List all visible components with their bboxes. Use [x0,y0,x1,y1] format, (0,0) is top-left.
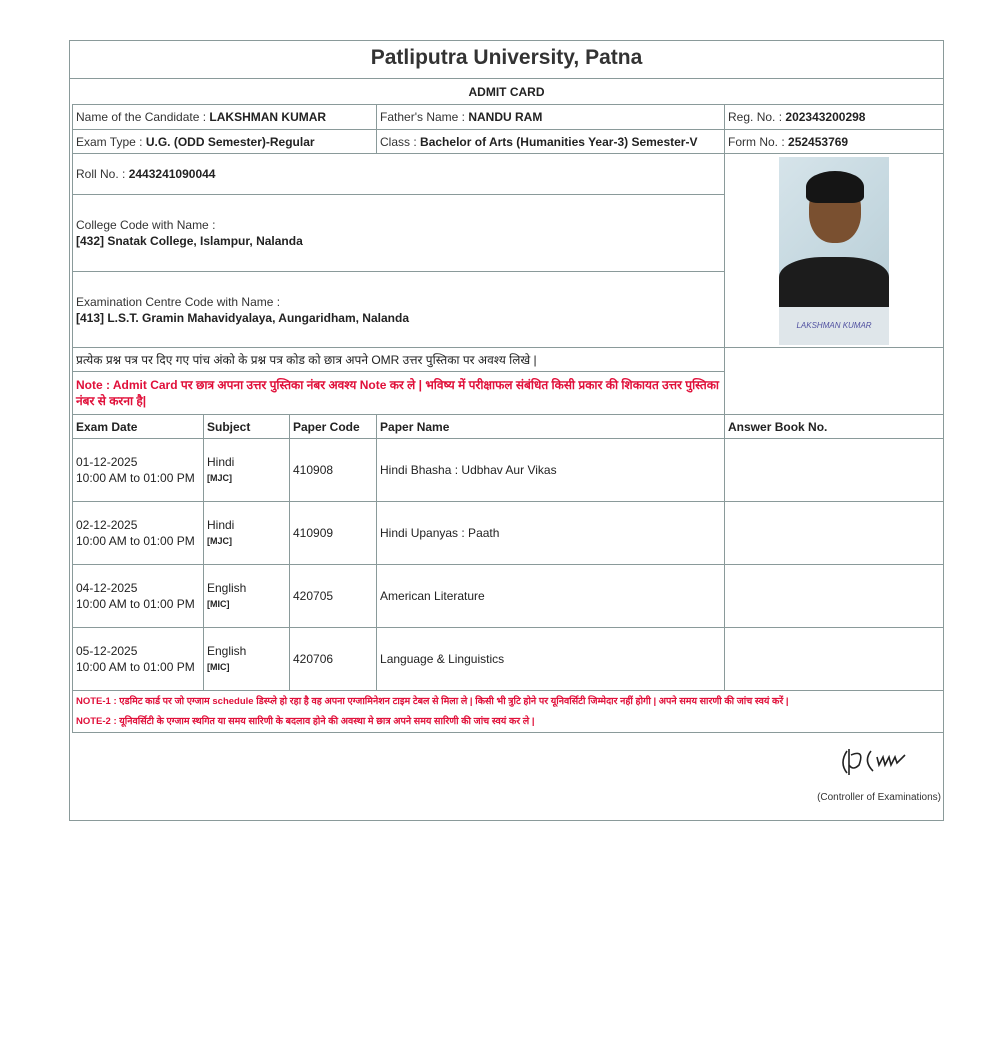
empty-cell [725,348,944,415]
exam-time: 10:00 AM to 01:00 PM [76,660,195,674]
candidate-name: LAKSHMAN KUMAR [209,110,327,124]
paper-name: Hindi Upanyas : Paath [377,502,725,565]
header-paper-code: Paper Code [293,419,360,434]
exam-type: U.G. (ODD Semester)-Regular [145,134,315,149]
paper-name: Language & Linguistics [377,628,725,691]
schedule-row [73,502,944,565]
paper-code: 420706 [290,628,377,691]
paper-code: 410908 [290,439,377,502]
exam-time: 10:00 AM to 01:00 PM [76,597,195,611]
controller-label: (Controller of Examinations) [817,792,941,803]
exam-date: 02-12-2025 [76,518,138,532]
paper-type: [MIC] [207,599,230,609]
paper-name: American Literature [377,565,725,628]
exam-date: 04-12-2025 [76,581,138,595]
subject: English [207,644,247,658]
name-label: Name of the Candidate : [76,110,207,124]
exam-time: 10:00 AM to 01:00 PM [76,471,195,485]
name-row [73,105,944,130]
class-label: Class : [380,134,417,149]
paper-name: Hindi Bhasha : Udbhav Aur Vikas [377,439,725,502]
college-label: College Code with Name : [76,218,216,232]
exam-type-row [73,130,944,154]
subject: English [207,581,247,595]
form-no: 252453769 [788,134,849,149]
subject: Hindi [207,518,235,532]
paper-type: [MJC] [207,473,232,483]
header-paper-name: Paper Name [380,419,450,434]
controller-signature [835,741,935,781]
answer-book-no [725,439,944,502]
note-2: NOTE-2 : यूनिवर्सिटी के एग्जाम स्थगित या समय सारिणी के बदलाव होने की अवस्था मे छात्र अपने समय सारिणी की जांच स्वयं कर ले | [76,715,535,727]
university-title: Patliputra University, Patna [70,41,943,79]
roll-row [73,154,944,195]
roll-label: Roll No. : [76,167,126,181]
father-name: NANDU RAM [468,110,543,124]
exam-centre: [413] L.S.T. Gramin Mahavidyalaya, Aungaridham, Nalanda [76,310,409,325]
candidate-photo [779,157,889,345]
paper-type: [MJC] [207,536,232,546]
paper-type: [MIC] [207,662,230,672]
schedule-header [73,415,944,439]
document-title: ADMIT CARD [468,85,545,99]
college: [432] Snatak College, Islampur, Nalanda [76,234,303,248]
admit-card-table [72,104,944,733]
exam-date: 01-12-2025 [76,455,138,469]
paper-code: 420705 [290,565,377,628]
father-label: Father's Name : [380,110,465,124]
reg-no: 202343200298 [785,110,866,124]
answer-book-no [725,565,944,628]
class: Bachelor of Arts (Humanities Year-3) Semester-V [420,134,698,149]
header-exam-date: Exam Date [76,419,138,434]
exam-type-label: Exam Type : [76,134,143,149]
instruction: प्रत्येक प्रश्न पत्र पर दिए गए पांच अंको के प्रश्न पत्र कोड को छात्र अपने OMR उत्तर पुस्तिका पर अवश्य लिखे | [73,348,725,372]
paper-code: 410909 [290,502,377,565]
roll-no: 2443241090044 [128,167,216,181]
note-1: NOTE-1 : एडमिट कार्ड पर जो एग्जाम schedule डिस्प्ले हो रहा है वह अपना एग्जामिनेशन टाइम टेबल से मिला ले | किसी भी त्रुटि होने पर यूनिवर्सिटी जिम्मेदार नहीं होगी | अपने समय सारणी की जांच स्वयं करें | [76,695,789,707]
admit-card [69,40,944,821]
exam-time: 10:00 AM to 01:00 PM [76,534,195,548]
reg-label: Reg. No. : [728,110,783,124]
exam-date: 05-12-2025 [76,644,138,658]
schedule-row [73,439,944,502]
subject: Hindi [207,455,235,469]
header-answer-book: Answer Book No. [728,419,828,434]
form-label: Form No. : [728,134,785,149]
schedule-row [73,565,944,628]
answer-book-no [725,628,944,691]
candidate-signature: LAKSHMAN KUMAR [779,307,889,345]
answer-book-note: Note : Admit Card पर छात्र अपना उत्तर पुस्तिका नंबर अवश्य Note कर ले | भविष्य में परीक्षाफल संबंधित किसी प्रकार की शिकायत उत्तर पुस्तिका नंबर से करना है| [73,372,725,415]
photo-cell [725,154,944,348]
centre-label: Examination Centre Code with Name : [76,294,281,309]
header-subject: Subject [207,419,251,434]
answer-book-no [725,502,944,565]
schedule-row [73,628,944,691]
